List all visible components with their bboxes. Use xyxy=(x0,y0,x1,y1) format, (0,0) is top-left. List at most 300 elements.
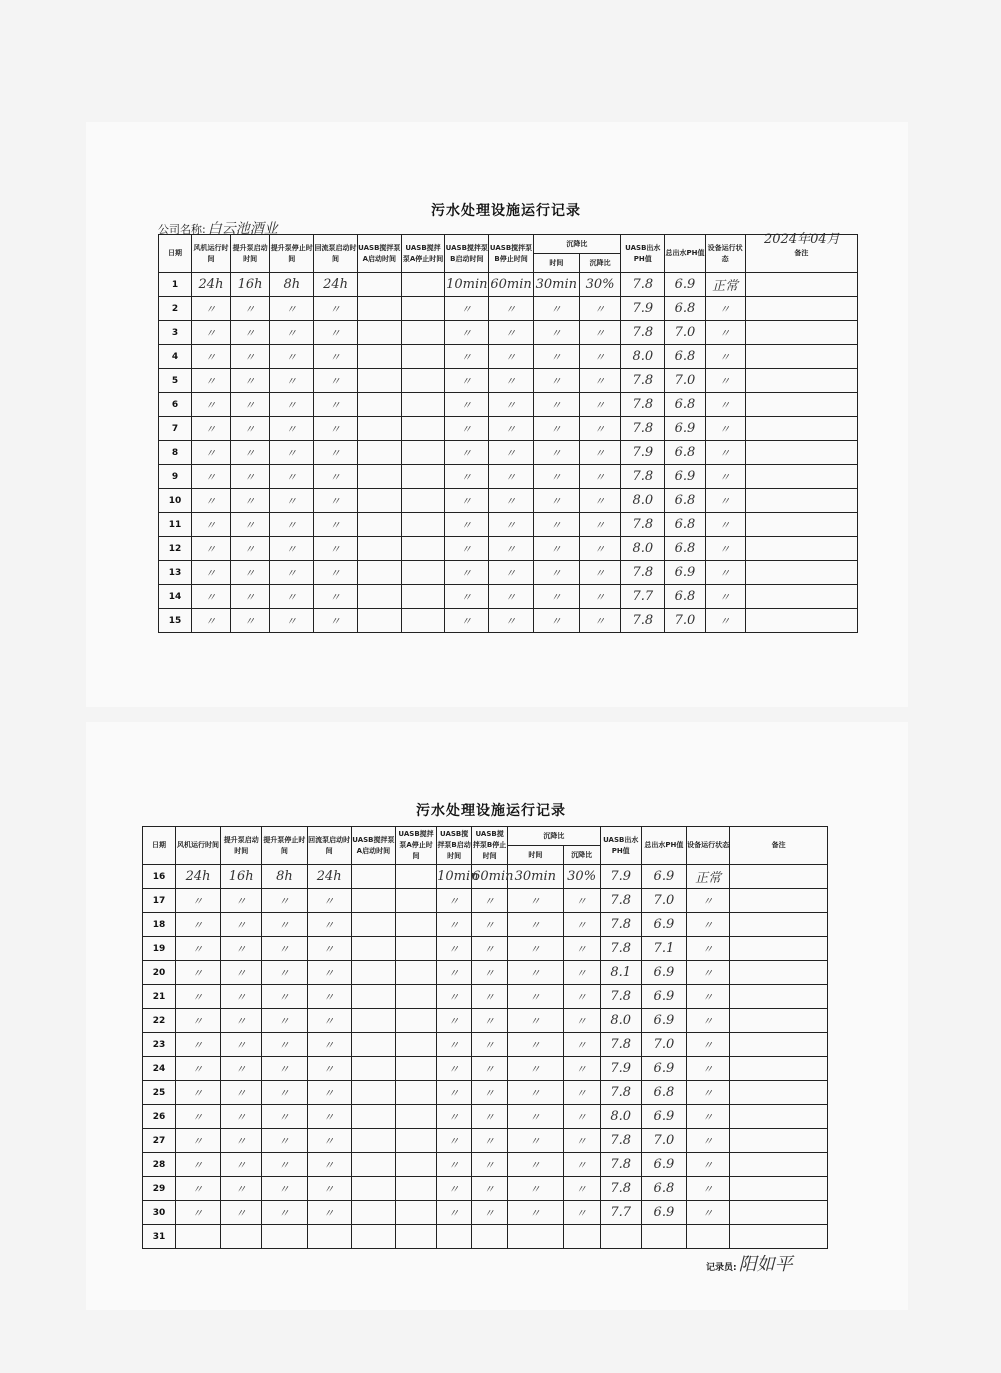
ditto-cell: 〃 xyxy=(580,321,621,345)
empty-cell xyxy=(351,1105,395,1129)
ditto-cell: 〃 xyxy=(472,1081,508,1105)
ditto-cell: 〃 xyxy=(314,585,357,609)
ditto-cell: 〃 xyxy=(445,561,489,585)
ditto-cell: 〃 xyxy=(314,345,357,369)
ditto-cell: 〃 xyxy=(307,1009,351,1033)
ditto-cell: 〃 xyxy=(191,513,230,537)
ditto-cell: 〃 xyxy=(270,465,314,489)
ditto-cell: 〃 xyxy=(580,561,621,585)
ditto-cell: 〃 xyxy=(508,1177,564,1201)
ditto-cell: 〃 xyxy=(270,489,314,513)
remark-cell xyxy=(745,609,857,633)
ditto-cell: 〃 xyxy=(445,417,489,441)
ditto-cell: 〃 xyxy=(175,1009,220,1033)
ditto-cell: 〃 xyxy=(563,1081,600,1105)
total-ph-cell: 6.9 xyxy=(665,561,705,585)
column-header: 回流泵启动时间 xyxy=(307,827,351,865)
remark-cell xyxy=(745,417,857,441)
ditto-cell: 〃 xyxy=(314,489,357,513)
table-row xyxy=(143,961,828,985)
ditto-cell: 〃 xyxy=(437,889,472,913)
empty-cell xyxy=(357,513,401,537)
ditto-cell: 〃 xyxy=(437,985,472,1009)
uasb-ph-cell: 8.0 xyxy=(600,1105,641,1129)
ditto-cell: 〃 xyxy=(508,1105,564,1129)
ditto-cell: 〃 xyxy=(489,441,533,465)
ditto-cell: 〃 xyxy=(314,393,357,417)
ditto-cell: 〃 xyxy=(262,937,307,961)
value-cell: 24h xyxy=(175,865,220,889)
ditto-cell: 〃 xyxy=(489,465,533,489)
uasb-ph-cell: 7.8 xyxy=(600,1081,641,1105)
ditto-cell: 〃 xyxy=(705,297,745,321)
empty-cell xyxy=(351,1129,395,1153)
day-cell: 26 xyxy=(143,1105,176,1129)
ditto-cell: 〃 xyxy=(445,297,489,321)
ditto-cell: 〃 xyxy=(437,1129,472,1153)
ditto-cell: 〃 xyxy=(580,465,621,489)
record-date: 2024年04月 xyxy=(764,232,840,247)
ditto-cell: 〃 xyxy=(437,1201,472,1225)
remark-cell xyxy=(745,489,857,513)
ditto-cell: 〃 xyxy=(563,913,600,937)
ditto-cell: 〃 xyxy=(221,913,262,937)
table-row xyxy=(143,985,828,1009)
column-header: UASB搅拌泵A停止时间 xyxy=(401,235,444,273)
remark-cell xyxy=(745,369,857,393)
total-ph-cell: 6.8 xyxy=(665,441,705,465)
ditto-cell: 〃 xyxy=(533,345,579,369)
ditto-cell: 〃 xyxy=(314,369,357,393)
uasb-ph-cell: 7.8 xyxy=(621,369,665,393)
ditto-cell: 〃 xyxy=(270,609,314,633)
ditto-cell: 〃 xyxy=(508,889,564,913)
empty-cell xyxy=(351,1033,395,1057)
ditto-cell: 〃 xyxy=(489,489,533,513)
value-cell: 24h xyxy=(191,273,230,297)
total-ph-cell: 6.9 xyxy=(641,1153,686,1177)
empty-cell xyxy=(351,865,395,889)
ditto-cell: 〃 xyxy=(563,1057,600,1081)
table-row xyxy=(143,1177,828,1201)
ditto-cell: 〃 xyxy=(221,1201,262,1225)
empty-cell xyxy=(357,369,401,393)
ditto-cell: 〃 xyxy=(489,417,533,441)
ditto-cell: 〃 xyxy=(489,393,533,417)
value-cell: 60min xyxy=(472,865,508,889)
ditto-cell: 〃 xyxy=(508,1033,564,1057)
ditto-cell: 〃 xyxy=(270,561,314,585)
uasb-ph-cell: 7.8 xyxy=(600,937,641,961)
day-cell: 9 xyxy=(159,465,192,489)
remark-cell xyxy=(730,1153,828,1177)
ditto-cell: 〃 xyxy=(437,1177,472,1201)
ditto-cell: 〃 xyxy=(437,1009,472,1033)
ditto-cell: 〃 xyxy=(307,1033,351,1057)
ditto-cell: 〃 xyxy=(307,985,351,1009)
empty-cell xyxy=(395,865,436,889)
total-ph-cell: 6.8 xyxy=(665,393,705,417)
ditto-cell: 〃 xyxy=(231,585,270,609)
day-cell: 29 xyxy=(143,1177,176,1201)
ditto-cell: 〃 xyxy=(262,1081,307,1105)
empty-cell xyxy=(357,465,401,489)
total-ph-cell: 6.8 xyxy=(665,489,705,513)
ditto-cell: 〃 xyxy=(563,1201,600,1225)
uasb-ph-cell: 8.1 xyxy=(600,961,641,985)
total-ph-cell: 7.0 xyxy=(641,889,686,913)
ditto-cell: 〃 xyxy=(533,393,579,417)
ditto-cell: 〃 xyxy=(262,1033,307,1057)
ditto-cell: 〃 xyxy=(175,1201,220,1225)
empty-cell xyxy=(563,1225,600,1249)
ditto-cell: 〃 xyxy=(705,441,745,465)
empty-cell xyxy=(357,417,401,441)
ditto-cell: 〃 xyxy=(508,1057,564,1081)
ditto-cell: 〃 xyxy=(489,609,533,633)
recorder xyxy=(706,1250,793,1276)
value-cell: 30min xyxy=(533,273,579,297)
empty-cell xyxy=(357,321,401,345)
empty-cell xyxy=(221,1225,262,1249)
uasb-ph-cell: 8.0 xyxy=(621,489,665,513)
ditto-cell: 〃 xyxy=(191,561,230,585)
ditto-cell: 〃 xyxy=(191,489,230,513)
ditto-cell: 〃 xyxy=(191,537,230,561)
total-ph-cell: 6.9 xyxy=(641,1009,686,1033)
ditto-cell: 〃 xyxy=(472,1105,508,1129)
ditto-cell: 〃 xyxy=(472,961,508,985)
record-table-2 xyxy=(142,826,828,1249)
total-ph-cell: 7.0 xyxy=(641,1033,686,1057)
ditto-cell: 〃 xyxy=(563,1033,600,1057)
total-ph-cell: 6.9 xyxy=(641,961,686,985)
status-cell: 正常 xyxy=(705,273,745,297)
ditto-cell: 〃 xyxy=(472,1033,508,1057)
empty-cell xyxy=(307,1225,351,1249)
table-row xyxy=(143,889,828,913)
remark-cell xyxy=(745,537,857,561)
uasb-ph-cell: 7.8 xyxy=(600,1177,641,1201)
uasb-ph-cell: 7.8 xyxy=(621,393,665,417)
empty-cell xyxy=(395,1153,436,1177)
day-cell: 19 xyxy=(143,937,176,961)
total-ph-cell: 6.9 xyxy=(641,1201,686,1225)
day-cell: 11 xyxy=(159,513,192,537)
ditto-cell: 〃 xyxy=(221,1033,262,1057)
company-value: 白云池酒业 xyxy=(207,221,278,237)
empty-cell xyxy=(401,369,444,393)
ditto-cell: 〃 xyxy=(489,321,533,345)
empty-cell xyxy=(351,913,395,937)
value-cell: 16h xyxy=(221,865,262,889)
column-header: UASB出水PH值 xyxy=(621,235,665,273)
empty-cell xyxy=(395,1033,436,1057)
sheet-title: 污水处理设施运行记录 xyxy=(416,803,566,819)
empty-cell xyxy=(395,1009,436,1033)
ditto-cell: 〃 xyxy=(437,913,472,937)
uasb-ph-cell: 7.9 xyxy=(600,1057,641,1081)
ditto-cell: 〃 xyxy=(580,369,621,393)
total-ph-cell: 7.0 xyxy=(641,1129,686,1153)
remark-cell xyxy=(745,393,857,417)
column-header: 总出水PH值 xyxy=(665,235,705,273)
ditto-cell: 〃 xyxy=(175,889,220,913)
ditto-cell: 〃 xyxy=(563,985,600,1009)
ditto-cell: 〃 xyxy=(307,1129,351,1153)
ditto-cell: 〃 xyxy=(191,345,230,369)
empty-cell xyxy=(395,913,436,937)
ditto-cell: 〃 xyxy=(472,889,508,913)
day-cell: 27 xyxy=(143,1129,176,1153)
total-ph-cell: 6.9 xyxy=(641,1057,686,1081)
remark-cell xyxy=(745,465,857,489)
remark-cell xyxy=(730,961,828,985)
ditto-cell: 〃 xyxy=(221,1105,262,1129)
ditto-cell: 〃 xyxy=(472,937,508,961)
ditto-cell: 〃 xyxy=(687,1057,730,1081)
table-row xyxy=(159,513,858,537)
ditto-cell: 〃 xyxy=(231,345,270,369)
table-row xyxy=(143,1105,828,1129)
ditto-cell: 〃 xyxy=(472,1129,508,1153)
empty-cell xyxy=(401,441,444,465)
remark-cell xyxy=(745,273,857,297)
empty-cell xyxy=(395,1129,436,1153)
empty-cell xyxy=(395,985,436,1009)
table-row xyxy=(159,465,858,489)
empty-cell xyxy=(395,1177,436,1201)
empty-cell xyxy=(401,585,444,609)
ditto-cell: 〃 xyxy=(489,537,533,561)
column-header: UASB搅拌泵B停止时间 xyxy=(489,235,533,273)
ditto-cell: 〃 xyxy=(307,937,351,961)
empty-cell xyxy=(357,537,401,561)
ditto-cell: 〃 xyxy=(508,1009,564,1033)
ditto-cell: 〃 xyxy=(314,537,357,561)
ditto-cell: 〃 xyxy=(307,1105,351,1129)
day-cell: 20 xyxy=(143,961,176,985)
ditto-cell: 〃 xyxy=(307,961,351,985)
ditto-cell: 〃 xyxy=(445,393,489,417)
table-row xyxy=(159,417,858,441)
ditto-cell: 〃 xyxy=(533,537,579,561)
uasb-ph-cell: 7.8 xyxy=(600,889,641,913)
empty-cell xyxy=(351,961,395,985)
column-header: 沉降比 xyxy=(533,235,620,254)
total-ph-cell: 7.0 xyxy=(665,609,705,633)
ditto-cell: 〃 xyxy=(705,369,745,393)
ditto-cell: 〃 xyxy=(262,1177,307,1201)
ditto-cell: 〃 xyxy=(705,321,745,345)
ditto-cell: 〃 xyxy=(262,1105,307,1129)
remark-cell xyxy=(745,585,857,609)
ditto-cell: 〃 xyxy=(191,441,230,465)
empty-cell xyxy=(351,1177,395,1201)
ditto-cell: 〃 xyxy=(472,1153,508,1177)
ditto-cell: 〃 xyxy=(472,913,508,937)
day-cell: 6 xyxy=(159,393,192,417)
ditto-cell: 〃 xyxy=(687,889,730,913)
column-header: 沉降比 xyxy=(508,827,601,846)
value-cell: 60min xyxy=(489,273,533,297)
remark-cell xyxy=(730,1033,828,1057)
column-header: 风机运行时间 xyxy=(191,235,230,273)
ditto-cell: 〃 xyxy=(307,1057,351,1081)
total-ph-cell: 6.9 xyxy=(641,985,686,1009)
column-header: UASB搅拌泵A启动时间 xyxy=(357,235,401,273)
ditto-cell: 〃 xyxy=(262,1129,307,1153)
day-cell: 5 xyxy=(159,369,192,393)
day-cell: 17 xyxy=(143,889,176,913)
empty-cell xyxy=(395,1057,436,1081)
ditto-cell: 〃 xyxy=(705,393,745,417)
table-row xyxy=(159,489,858,513)
empty-cell xyxy=(472,1225,508,1249)
day-cell: 2 xyxy=(159,297,192,321)
day-cell: 16 xyxy=(143,865,176,889)
uasb-ph-cell: 7.8 xyxy=(600,1033,641,1057)
remark-cell xyxy=(730,889,828,913)
ditto-cell: 〃 xyxy=(314,417,357,441)
day-cell: 23 xyxy=(143,1033,176,1057)
column-header: 提升泵停止时间 xyxy=(270,235,314,273)
total-ph-cell: 6.9 xyxy=(665,417,705,441)
ditto-cell: 〃 xyxy=(580,345,621,369)
ditto-cell: 〃 xyxy=(687,1033,730,1057)
ditto-cell: 〃 xyxy=(221,1057,262,1081)
table-row xyxy=(143,865,828,889)
day-cell: 30 xyxy=(143,1201,176,1225)
ditto-cell: 〃 xyxy=(175,1081,220,1105)
empty-cell xyxy=(357,441,401,465)
empty-cell xyxy=(351,1225,395,1249)
uasb-ph-cell: 7.8 xyxy=(621,417,665,441)
ditto-cell: 〃 xyxy=(221,1153,262,1177)
table-row xyxy=(159,537,858,561)
ditto-cell: 〃 xyxy=(533,417,579,441)
total-ph-cell: 6.9 xyxy=(641,865,686,889)
ditto-cell: 〃 xyxy=(472,1057,508,1081)
ditto-cell: 〃 xyxy=(262,1057,307,1081)
remark-cell xyxy=(730,937,828,961)
remark-cell xyxy=(730,1177,828,1201)
uasb-ph-cell: 7.8 xyxy=(600,985,641,1009)
ditto-cell: 〃 xyxy=(580,585,621,609)
ditto-cell: 〃 xyxy=(231,441,270,465)
empty-cell xyxy=(357,489,401,513)
ditto-cell: 〃 xyxy=(533,585,579,609)
column-header: 日期 xyxy=(143,827,176,865)
ditto-cell: 〃 xyxy=(580,393,621,417)
empty-cell xyxy=(401,537,444,561)
table-row xyxy=(143,1201,828,1225)
empty-cell xyxy=(175,1225,220,1249)
ditto-cell: 〃 xyxy=(437,1105,472,1129)
ditto-cell: 〃 xyxy=(533,369,579,393)
ditto-cell: 〃 xyxy=(580,297,621,321)
ditto-cell: 〃 xyxy=(231,489,270,513)
ditto-cell: 〃 xyxy=(191,369,230,393)
ditto-cell: 〃 xyxy=(191,465,230,489)
day-cell: 24 xyxy=(143,1057,176,1081)
ditto-cell: 〃 xyxy=(563,1105,600,1129)
empty-cell xyxy=(357,609,401,633)
ditto-cell: 〃 xyxy=(221,1129,262,1153)
total-ph-cell: 6.8 xyxy=(665,513,705,537)
column-header: 日期 xyxy=(159,235,192,273)
column-header: 回流泵启动时间 xyxy=(314,235,357,273)
ditto-cell: 〃 xyxy=(314,441,357,465)
sub-column-header: 沉降比 xyxy=(580,254,621,273)
empty-cell xyxy=(401,609,444,633)
sheet-title: 污水处理设施运行记录 xyxy=(431,203,581,219)
ditto-cell: 〃 xyxy=(191,393,230,417)
uasb-ph-cell: 8.0 xyxy=(621,537,665,561)
ditto-cell: 〃 xyxy=(307,1201,351,1225)
table-row xyxy=(143,1225,828,1249)
total-ph-cell: 6.8 xyxy=(665,585,705,609)
empty-cell xyxy=(395,889,436,913)
column-header: 提升泵启动时间 xyxy=(221,827,262,865)
remark-cell xyxy=(730,985,828,1009)
ditto-cell: 〃 xyxy=(437,937,472,961)
empty-cell xyxy=(351,1081,395,1105)
uasb-ph-cell: 7.8 xyxy=(621,609,665,633)
table-row xyxy=(159,297,858,321)
empty-cell xyxy=(641,1225,686,1249)
remark-cell xyxy=(745,513,857,537)
record-sheet-1 xyxy=(86,122,908,707)
table-row xyxy=(159,561,858,585)
ditto-cell: 〃 xyxy=(307,1177,351,1201)
empty-cell xyxy=(395,1225,436,1249)
column-header: 提升泵启动时间 xyxy=(231,235,270,273)
ditto-cell: 〃 xyxy=(231,393,270,417)
table-row xyxy=(159,369,858,393)
day-cell: 22 xyxy=(143,1009,176,1033)
ditto-cell: 〃 xyxy=(262,913,307,937)
ditto-cell: 〃 xyxy=(533,441,579,465)
empty-cell xyxy=(401,417,444,441)
ditto-cell: 〃 xyxy=(533,513,579,537)
total-ph-cell: 6.9 xyxy=(665,273,705,297)
day-cell: 18 xyxy=(143,913,176,937)
ditto-cell: 〃 xyxy=(270,393,314,417)
empty-cell xyxy=(357,345,401,369)
remark-cell xyxy=(730,1105,828,1129)
empty-cell xyxy=(730,1225,828,1249)
record-sheet-2 xyxy=(86,722,908,1310)
ditto-cell: 〃 xyxy=(580,441,621,465)
ditto-cell: 〃 xyxy=(231,609,270,633)
uasb-ph-cell: 7.9 xyxy=(621,441,665,465)
ditto-cell: 〃 xyxy=(445,345,489,369)
total-ph-cell: 6.8 xyxy=(641,1081,686,1105)
total-ph-cell: 6.9 xyxy=(641,1105,686,1129)
ditto-cell: 〃 xyxy=(314,465,357,489)
remark-cell xyxy=(745,297,857,321)
table-row xyxy=(143,913,828,937)
ditto-cell: 〃 xyxy=(314,297,357,321)
table-row xyxy=(143,1129,828,1153)
ditto-cell: 〃 xyxy=(563,1009,600,1033)
total-ph-cell: 6.8 xyxy=(665,297,705,321)
ditto-cell: 〃 xyxy=(687,1009,730,1033)
ditto-cell: 〃 xyxy=(307,1081,351,1105)
remark-cell xyxy=(730,913,828,937)
remark-cell xyxy=(730,865,828,889)
